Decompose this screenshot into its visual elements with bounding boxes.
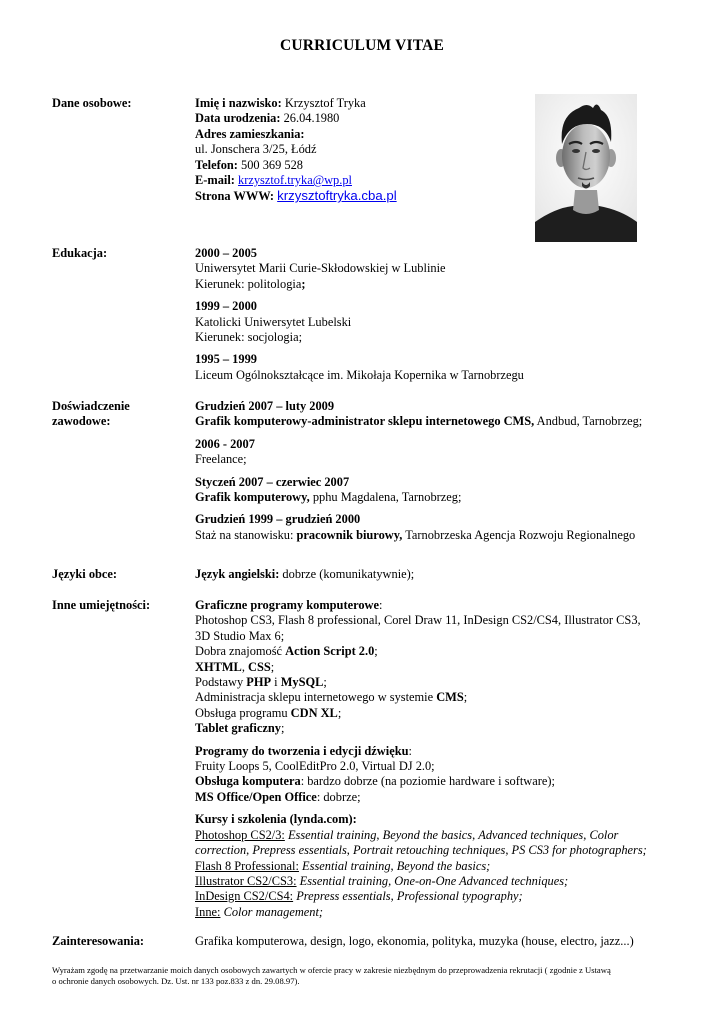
consent-clause: Wyrażam zgodę na przetwarzanie moich danych osobowych zawartych w ofercie pracy w zakresie niezbędnym do przeprowadzenia rekrutacji ( zgodnie z Ustawą o ochronie danych osobowych. Dz. Ust. nr 133 poz.833 z dn. 29.08.97).: [52, 965, 611, 986]
experience-company: Freelance;: [195, 452, 247, 467]
experience-company: pphu Magdalena, Tarnobrzeg;: [309, 490, 462, 505]
phone-number: 500 369 528: [241, 157, 303, 172]
skill-line: Podstawy PHP i MySQL;: [195, 675, 327, 690]
section-label-interests: Zainteresowania:: [52, 934, 145, 948]
education-item: 2000 – 2005 Uniwersytet Marii Curie-Skłodowskiej w Lublinie Kierunek: politologia;: [195, 246, 705, 292]
education-item: [195, 299, 705, 345]
course-line: InDesign CS2/CS4: Prepress essentials, Professional typography;: [195, 889, 523, 904]
experience-list: [195, 399, 705, 543]
email-label: E-mail:: [195, 173, 235, 188]
skills-list: Graficzne programy komputerowe: Photoshop CS3, Flash 8 professional, Corel Draw 11, InDesign CS2/CS4, Illustrator CS3, 3D Studio Max 6; Dobra znajomość Action Script 2.0; XHTML, CSS; Podstawy PHP i MySQL; Administracja sklepu internetowego w systemie CMS; Obsługa programu CDN XL; Tablet graficzny; Programy do tworzenia i edycji dźwięku: Fruity Loops 5, CoolEditPro 2.0, Virtual DJ 2.0; Obsługa komputera: bardzo dobrze (na poziomie hardware i software); MS Office/Open Office: dobrze; Kursy i szkolenia (lynda.com): Photoshop CS2/3: Essential training, Beyond the basics, Advanced techniques, Color correction, Prepress essentials, Portrait retouching techniques, PS CS3 for photographers; Flash 8 Professional: Essential training, Beyond the basics; Illustrator CS2/CS3: Essential training, One-on-One Advanced techniques; InDesign CS2/CS4: Prepress essentials, Professional typography; Inne: Color management;: [195, 598, 705, 920]
experience-company: Andbud, Tarnobrzeg;: [534, 414, 643, 429]
section-label-languages: Języki obce:: [52, 567, 118, 581]
birth-label: Data urodzenia:: [195, 111, 281, 126]
section-label-education: Edukacja:: [52, 246, 108, 260]
experience-period: Grudzień 1999 – grudzień 2000: [195, 512, 361, 527]
experience-role: pracownik biurowy,: [296, 527, 403, 542]
page-title: CURRICULUM VITAE: [279, 37, 445, 54]
interests-text: Grafika komputerowa, design, logo, ekonomia, polityka, muzyka (house, electro, jazz...): [195, 934, 634, 948]
experience-period: Grudzień 2007 – luty 2009: [195, 399, 335, 413]
www-label: Strona WWW:: [195, 189, 275, 204]
skill-line: Tablet graficzny;: [195, 721, 285, 736]
experience-item: [195, 399, 705, 430]
education-list: [195, 246, 705, 383]
skills-heading: Programy do tworzenia i edycji dźwięku: [195, 743, 409, 758]
education-years: 1995 – 1999: [195, 352, 257, 367]
education-field: Kierunek: politologia: [195, 276, 302, 291]
experience-period: Styczeń 2007 – czerwiec 2007: [195, 474, 350, 489]
section-label-skills: Inne umiejętności:: [52, 598, 151, 612]
birth-date: 26.04.1980: [283, 111, 340, 126]
language-name: Język angielski:: [195, 567, 280, 581]
address-label: Adres zamieszkania:: [195, 126, 305, 141]
skill-line: XHTML, CSS;: [195, 659, 275, 674]
education-school: Uniwersytet Marii Curie-Skłodowskiej w Lublinie: [195, 261, 446, 276]
course-line: Flash 8 Professional: Essential training, Beyond the basics;: [195, 858, 491, 873]
experience-period: 2006 - 2007: [195, 436, 255, 451]
course-line: Inne: Color management;: [195, 904, 324, 919]
experience-company: Tarnobrzeska Agencja Rozwoju Regionalnego: [402, 527, 636, 542]
skill-line: Dobra znajomość Action Script 2.0;: [195, 644, 378, 659]
education-years: 1999 – 2000: [195, 299, 257, 314]
skill-line: Obsługa programu CDN XL;: [195, 705, 342, 720]
experience-role: Grafik komputerowy,: [195, 490, 310, 505]
experience-item: Grudzień 1999 – grudzień 2000 Staż na stanowisku: pracownik biurowy, Tarnobrzeska Agencja Rozwoju Regionalnego: [195, 512, 636, 542]
phone-label: Telefon:: [195, 157, 238, 172]
address: ul. Jonschera 3/25, Łódź: [195, 142, 317, 157]
skill-line: 3D Studio Max 6;: [195, 628, 285, 643]
skill-line: Obsługa komputera: bardzo dobrze (na poziomie hardware i software);: [195, 774, 555, 789]
portrait-image: [535, 94, 637, 242]
skills-heading: Kursy i szkolenia (lynda.com):: [195, 812, 357, 827]
email-link[interactable]: krzysztof.tryka@wp.pl: [238, 173, 352, 188]
course-line: Illustrator CS2/CS3: Essential training, One-on-One Advanced techniques;: [195, 873, 569, 888]
section-label-experience: Doświadczenie zawodowe:: [52, 399, 130, 429]
portrait-photo: [535, 94, 637, 242]
education-item: [195, 352, 705, 383]
course-line: correction, Prepress essentials, Portrait retouching techniques, PS CS3 for photographers;: [195, 843, 647, 858]
website-link[interactable]: krzysztoftryka.cba.pl: [277, 188, 397, 204]
section-label-personal: Dane osobowe:: [52, 96, 132, 110]
course-line: Photoshop CS2/3: Essential training, Beyond the basics, Advanced techniques, Color: [195, 827, 619, 842]
experience-item: [195, 437, 705, 468]
skill-line: Photoshop CS3, Flash 8 professional, Corel Draw 11, InDesign CS2/CS4, Illustrator CS3,: [195, 613, 641, 628]
skill-line: Administracja sklepu internetowego w systemie CMS;: [195, 690, 468, 705]
full-name: Krzysztof Tryka: [284, 96, 366, 110]
education-field: Kierunek: socjologia;: [195, 330, 303, 345]
education-school: Katolicki Uniwersytet Lubelski: [195, 314, 352, 329]
education-school: Liceum Ogólnokształcące im. Mikołaja Kopernika w Tarnobrzegu: [195, 367, 524, 382]
language-level: dobrze (komunikatywnie);: [279, 567, 415, 581]
education-years: 2000 – 2005: [195, 246, 257, 260]
skill-line: Fruity Loops 5, CoolEditPro 2.0, Virtual DJ 2.0;: [195, 759, 435, 774]
name-label: Imię i nazwisko:: [195, 96, 282, 110]
experience-item: [195, 475, 705, 506]
skill-line: MS Office/Open Office: dobrze;: [195, 789, 361, 804]
skills-heading: Graficzne programy komputerowe: [195, 598, 379, 612]
experience-role: Grafik komputerowy-administrator sklepu internetowego CMS,: [195, 414, 535, 429]
